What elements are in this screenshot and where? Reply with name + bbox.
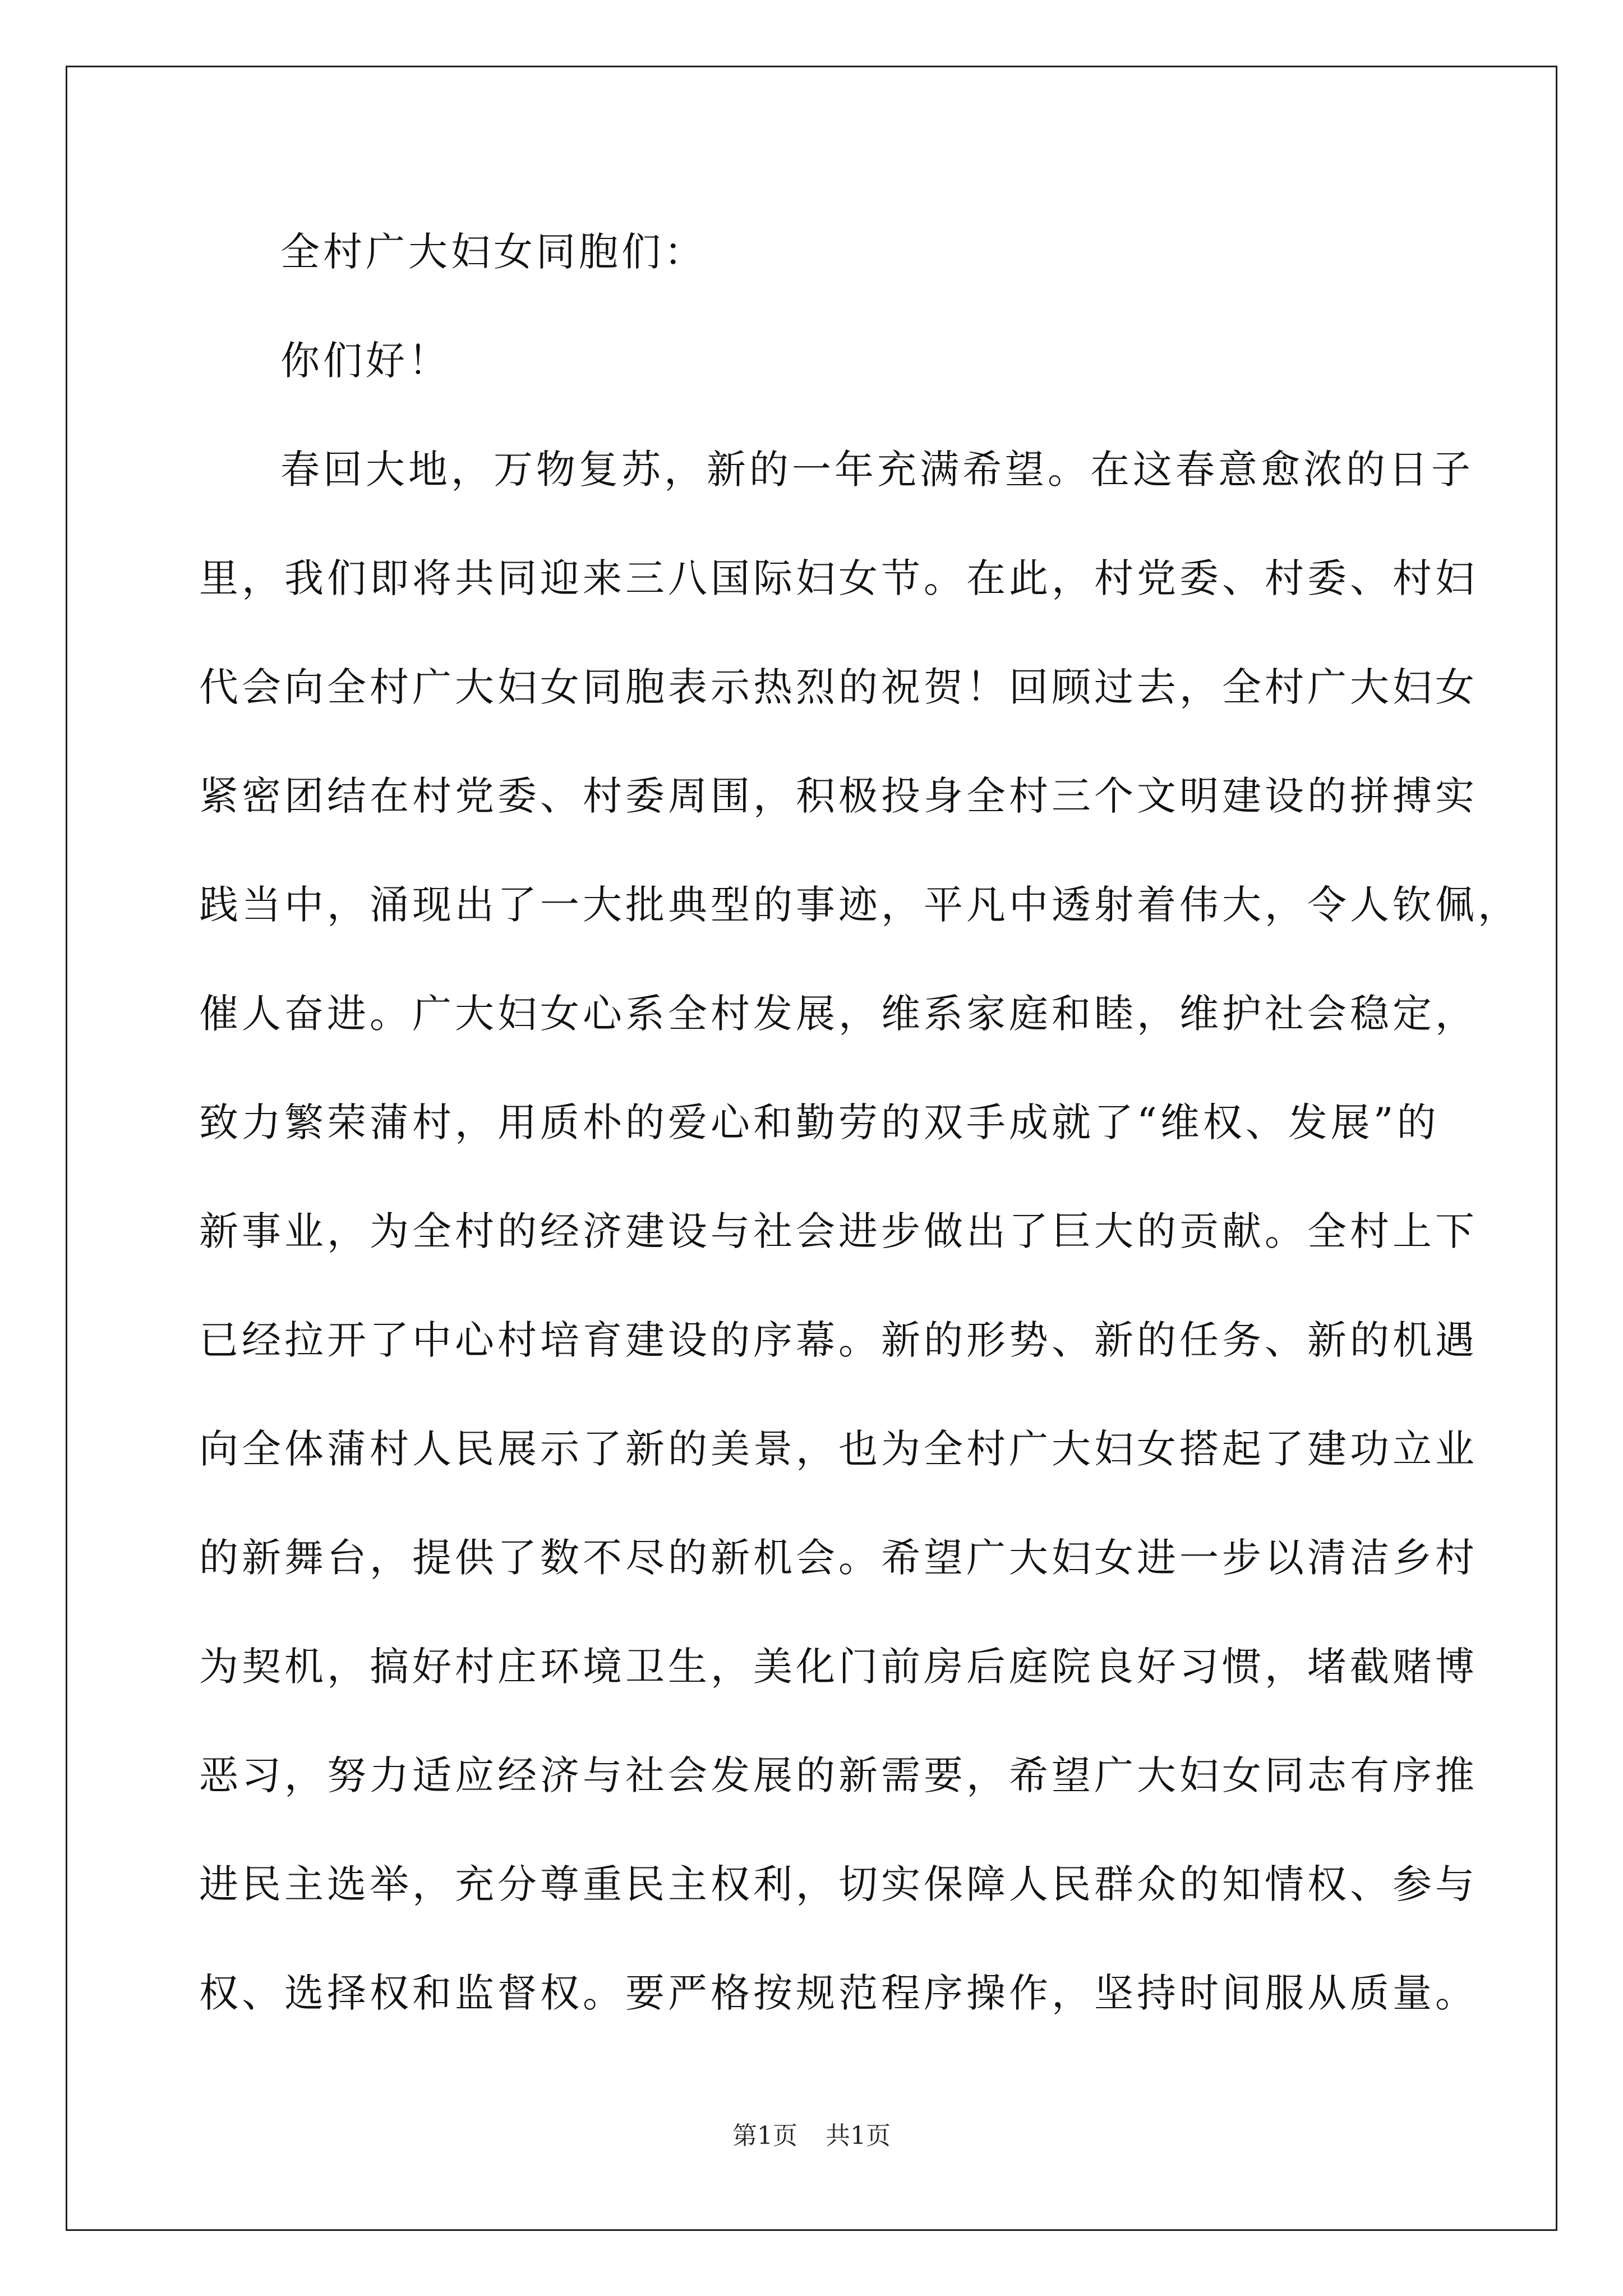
body-line: 致力繁荣蒲村，用质朴的爱心和勤劳的双手成就了“维权、发展”的	[199, 1099, 1440, 1145]
body-line: 权、选择权和监督权。要严格按规范程序操作，坚持时间服从质量。	[199, 1970, 1478, 2016]
body-line: 春回大地，万物复苏，新的一年充满希望。在这春意愈浓的日子	[280, 447, 1474, 493]
body-line: 进民主选举，充分尊重民主权利，切实保障人民群众的知情权、参与	[199, 1861, 1478, 1907]
body-line: 践当中，涌现出了一大批典型的事迹，平凡中透射着伟大，令人钦佩，	[199, 882, 1520, 928]
page-number-current: 第1页	[732, 2122, 797, 2150]
page-number-total: 共1页	[826, 2122, 891, 2150]
salutation: 全村广大妇女同胞们：	[280, 229, 707, 275]
body-line: 向全体蒲村人民展示了新的美景，也为全村广大妇女搭起了建功立业	[199, 1426, 1478, 1472]
greeting: 你们好！	[280, 338, 451, 384]
body-line: 恶习，努力适应经济与社会发展的新需要，希望广大妇女同志有序推	[199, 1752, 1478, 1798]
body-line: 的新舞台，提供了数不尽的新机会。希望广大妇女进一步以清洁乡村	[199, 1535, 1478, 1581]
body-line: 里，我们即将共同迎来三八国际妇女节。在此，村党委、村委、村妇	[199, 555, 1478, 601]
body-text	[199, 415, 1520, 2047]
body-line: 已经拉开了中心村培育建设的序幕。新的形势、新的任务、新的机遇	[199, 1317, 1478, 1363]
body-line: 紧密团结在村党委、村委周围，积极投身全村三个文明建设的拼搏实	[199, 773, 1478, 819]
body-line: 新事业，为全村的经济建设与社会进步做出了巨大的贡献。全村上下	[199, 1208, 1478, 1254]
body-line: 催人奋进。广大妇女心系全村发展，维系家庭和睦，维护社会稳定，	[199, 991, 1478, 1037]
body-line: 为契机，搞好村庄环境卫生，美化门前房后庭院良好习惯，堵截赌博	[199, 1644, 1478, 1690]
body-line: 代会向全村广大妇女同胞表示热烈的祝贺！回顾过去，全村广大妇女	[199, 664, 1478, 710]
page-footer	[0, 2119, 1623, 2153]
